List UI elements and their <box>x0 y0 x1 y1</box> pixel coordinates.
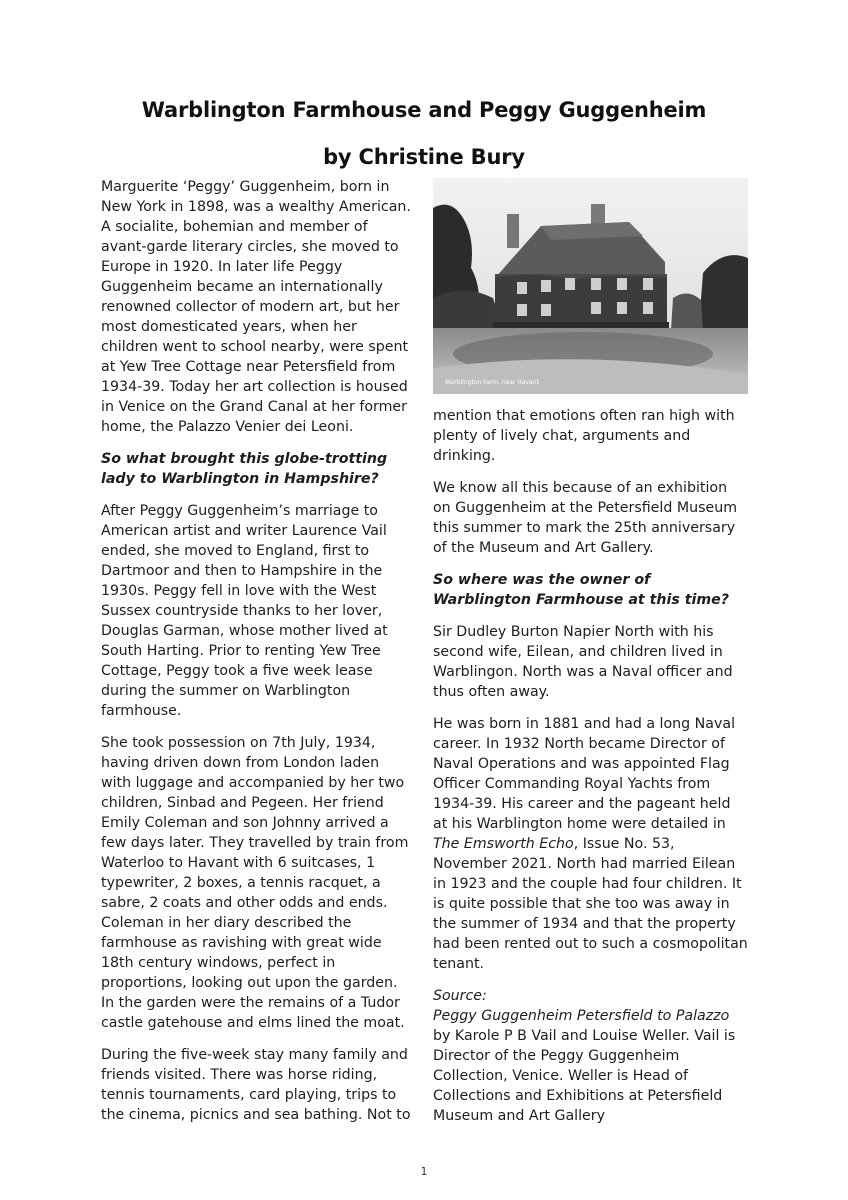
photo-caption: Warblington Farm, near Havant <box>445 379 539 386</box>
section-question-2: So where was the owner of Warblington Farmhouse at this time? <box>433 572 730 608</box>
page-number: 1 <box>420 1165 428 1178</box>
paragraph-emotions: mention that emotions often ran high with plenty of lively chat, arguments and drinking. <box>433 408 735 464</box>
career-text-b: , Issue No. 53, November 2021. North had married Eilean in 1923 and the couple had four children. It is quite possible that she too was away in the summer of 1934 and that the property had been rented out to such a cosmopolitan tenant. <box>433 836 748 972</box>
paragraph-career <box>433 714 749 974</box>
section-question-1: So what brought this globe-trotting lady to Warblington in Hampshire? <box>101 451 388 487</box>
left-column <box>101 177 413 1137</box>
farmhouse-photo <box>433 178 748 394</box>
intro-paragraph: Marguerite ‘Peggy’ Guggenheim, born in New York in 1898, was a wealthy American. A socialite, bohemian and member of avant-garde literary circles, she moved to Europe in 1920. In later life Peggy Guggenheim became an internationally renowned collector of modern art, but her most domesticated years, when her children went to school nearby, were spent at Yew Tree Cottage near Petersfield from 1934-39. Today her art collection is housed in Venice on the Grand Canal at her former home, the Palazzo Venier dei Leoni. <box>101 179 411 435</box>
source-book-title: Peggy Guggenheim Petersfield to Palazzo <box>433 1008 730 1024</box>
article-title: Warblington Farmhouse and Peggy Guggenheim <box>141 98 707 122</box>
career-text-a: He was born in 1881 and had a long Naval career. In 1932 North became Director of Naval Operations and was appointed Flag Officer Commanding Royal Yachts from 1934-39. His career and the pageant held at his Warblington home were detailed in <box>433 716 736 832</box>
right-column <box>433 406 749 1138</box>
paragraph-north: Sir Dudley Burton Napier North with his second wife, Eilean, and children lived in Warblingon. North was a Naval officer and thus often away. <box>433 624 733 700</box>
source-label: Source: <box>433 988 487 1004</box>
emsworth-echo-title: The Emsworth Echo <box>433 836 574 852</box>
article-byline: by Christine Bury <box>323 145 525 169</box>
paragraph-possession: She took possession on 7th July, 1934, having driven down from London laden with luggage and accompanied by her two children, Sinbad and Pegeen. Her friend Emily Coleman and son Johnny arrived a few days later. They travelled by train from Waterloo to Havant with 6 suitcases, 1 typewriter, 2 boxes, a tennis racquet, a sabre, 2 coats and other odds and ends. Coleman in her diary described the farmhouse as ravishing with great wide 18th century windows, perfect in proportions, looking out upon the garden. In the garden were the remains of a Tudor castle gatehouse and elms lined the moat. <box>101 735 409 1031</box>
source-details: by Karole P B Vail and Louise Weller. Vail is Director of the Peggy Guggenheim Collection, Venice. Weller is Head of Collections and Exhibitions at Petersfield Museum and Art Gallery <box>433 1028 736 1124</box>
paragraph-stay: During the five-week stay many family and friends visited. There was horse riding, tennis tournaments, card playing, trips to the cinema, picnics and sea bathing. Not to <box>101 1047 411 1123</box>
source-block <box>433 986 749 1126</box>
paragraph-exhibition: We know all this because of an exhibition on Guggenheim at the Petersfield Museum this summer to mark the 25th anniversary of the Museum and Art Gallery. <box>433 480 738 556</box>
paragraph-marriage: After Peggy Guggenheim’s marriage to American artist and writer Laurence Vail ended, she moved to England, first to Dartmoor and then to Hampshire in the 1930s. Peggy fell in love with the West Sussex countryside thanks to her lover, Douglas Garman, whose mother lived at South Harting. Prior to renting Yew Tree Cottage, Peggy took a five week lease during the summer on Warblington farmhouse. <box>101 503 388 719</box>
